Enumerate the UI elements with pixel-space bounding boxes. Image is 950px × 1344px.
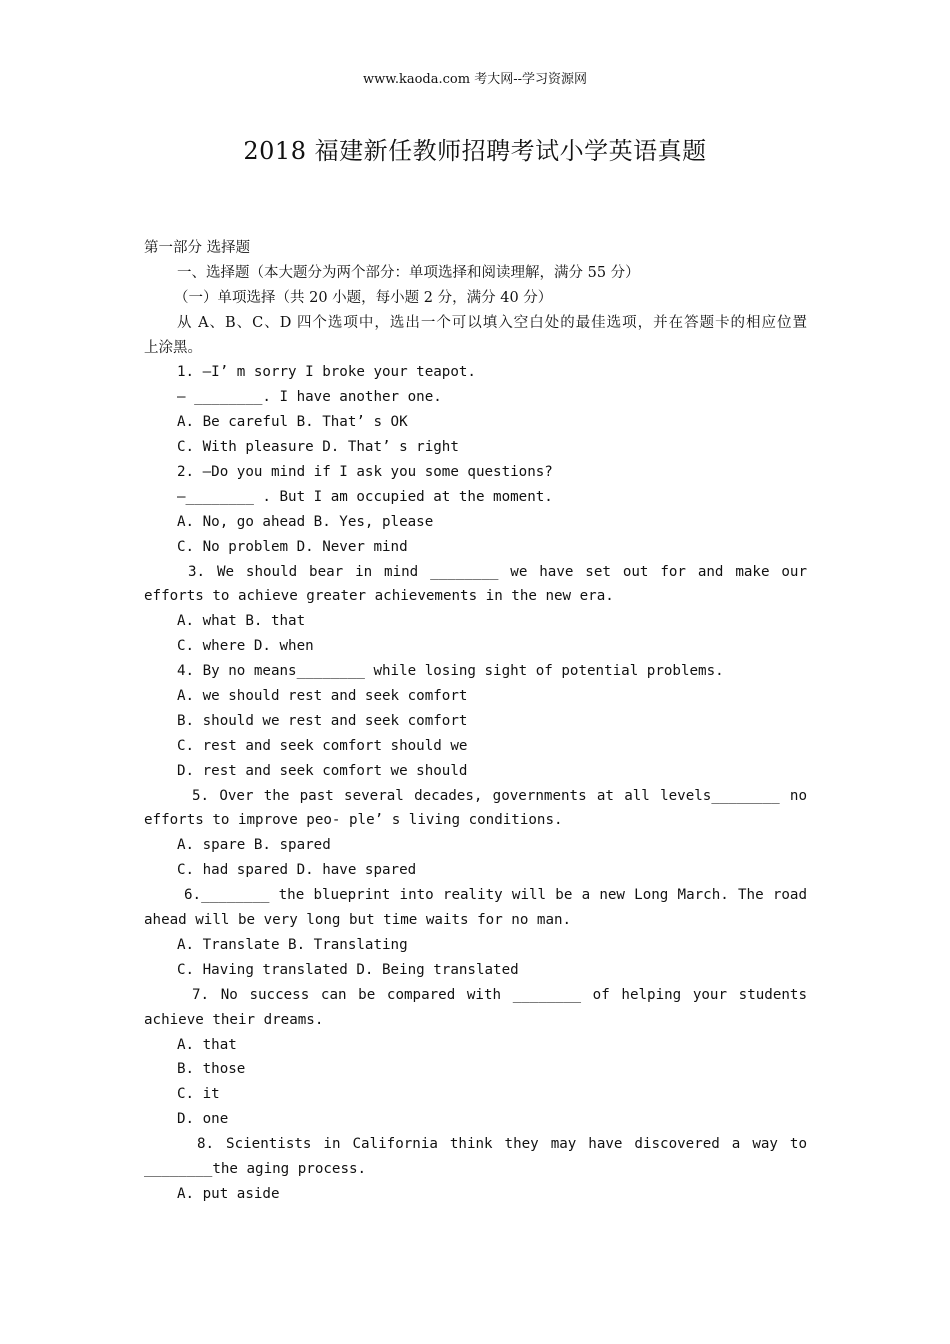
- q7-option-b: B. those: [177, 1061, 246, 1078]
- q7-stem-line-2: achieve their dreams.: [144, 1011, 324, 1028]
- exam-content: [144, 236, 807, 1207]
- q1-reply: — ________. I have another one.: [177, 389, 442, 406]
- instruction-line-1: 从 A、B、C、D 四个选项中，选出一个可以填入空白处的最佳选项，并在答题卡的相应位置: [177, 314, 807, 331]
- site-header: www.kaoda.com 考大网--学习资源网: [363, 72, 587, 87]
- instruction-line-2: 上涂黑。: [144, 339, 202, 356]
- q1-stem: 1. —I’ m sorry I broke your teapot.: [177, 364, 476, 381]
- q7-option-c: C. it: [177, 1086, 220, 1103]
- q1-options-cd: C. With pleasure D. That’ s right: [177, 439, 459, 456]
- subsection-heading: （一）单项选择（共 20 小题，每小题 2 分，满分 40 分）: [174, 289, 553, 306]
- q5-stem-line-1: 5. Over the past several decades, governments at all levels________ no: [192, 787, 807, 804]
- q5-stem-line-2: efforts to improve peo- ple’ s living conditions.: [144, 812, 563, 829]
- q6-stem-line-2: ahead will be very long but time waits for no man.: [144, 912, 572, 929]
- q4-stem: 4. By no means________ while losing sight of potential problems.: [177, 663, 724, 680]
- q6-options-ab: A. Translate B. Translating: [177, 936, 408, 953]
- q2-options-ab: A. No, go ahead B. Yes, please: [177, 513, 434, 530]
- q3-options-cd: C. where D. when: [177, 638, 314, 655]
- q8-stem-line-1: 8. Scientists in California think they may have discovered a way to: [197, 1136, 807, 1153]
- part-heading: 第一部分 选择题: [144, 240, 251, 256]
- page-title: 2018 福建新任教师招聘考试小学英语真题: [243, 137, 707, 165]
- q3-stem-line-1: 3. We should bear in mind ________ we have set out for and make our: [188, 563, 807, 580]
- q5-options-ab: A. spare B. spared: [177, 837, 331, 854]
- q2-stem: 2. —Do you mind if I ask you some questions?: [177, 464, 553, 481]
- q6-stem-line-1: 6.________ the blueprint into reality will be a new Long March. The road: [184, 887, 807, 904]
- q7-stem-line-1: 7. No success can be compared with ________ of helping your students: [192, 986, 807, 1003]
- q8-stem-line-2: ________the aging process.: [144, 1160, 367, 1177]
- q4-option-d: D. rest and seek comfort we should: [177, 762, 468, 779]
- q4-option-c: C. rest and seek comfort should we: [177, 737, 468, 754]
- q7-option-a: A. that: [177, 1036, 237, 1053]
- q1-options-ab: A. Be careful B. That’ s OK: [177, 414, 408, 431]
- q5-options-cd: C. had spared D. have spared: [177, 862, 417, 879]
- q3-options-ab: A. what B. that: [177, 613, 306, 630]
- q7-option-d: D. one: [177, 1111, 229, 1128]
- q2-options-cd: C. No problem D. Never mind: [177, 538, 408, 555]
- section-heading: 一、选择题（本大题分为两个部分：单项选择和阅读理解，满分 55 分）: [177, 264, 640, 281]
- q4-option-b: B. should we rest and seek comfort: [177, 712, 468, 729]
- q4-option-a: A. we should rest and seek comfort: [177, 688, 468, 705]
- q6-options-cd: C. Having translated D. Being translated: [177, 961, 519, 978]
- q8-option-a: A. put aside: [177, 1185, 280, 1202]
- q2-reply: —________ . But I am occupied at the moment.: [177, 488, 553, 505]
- q3-stem-line-2: efforts to achieve greater achievements in the new era.: [144, 588, 614, 605]
